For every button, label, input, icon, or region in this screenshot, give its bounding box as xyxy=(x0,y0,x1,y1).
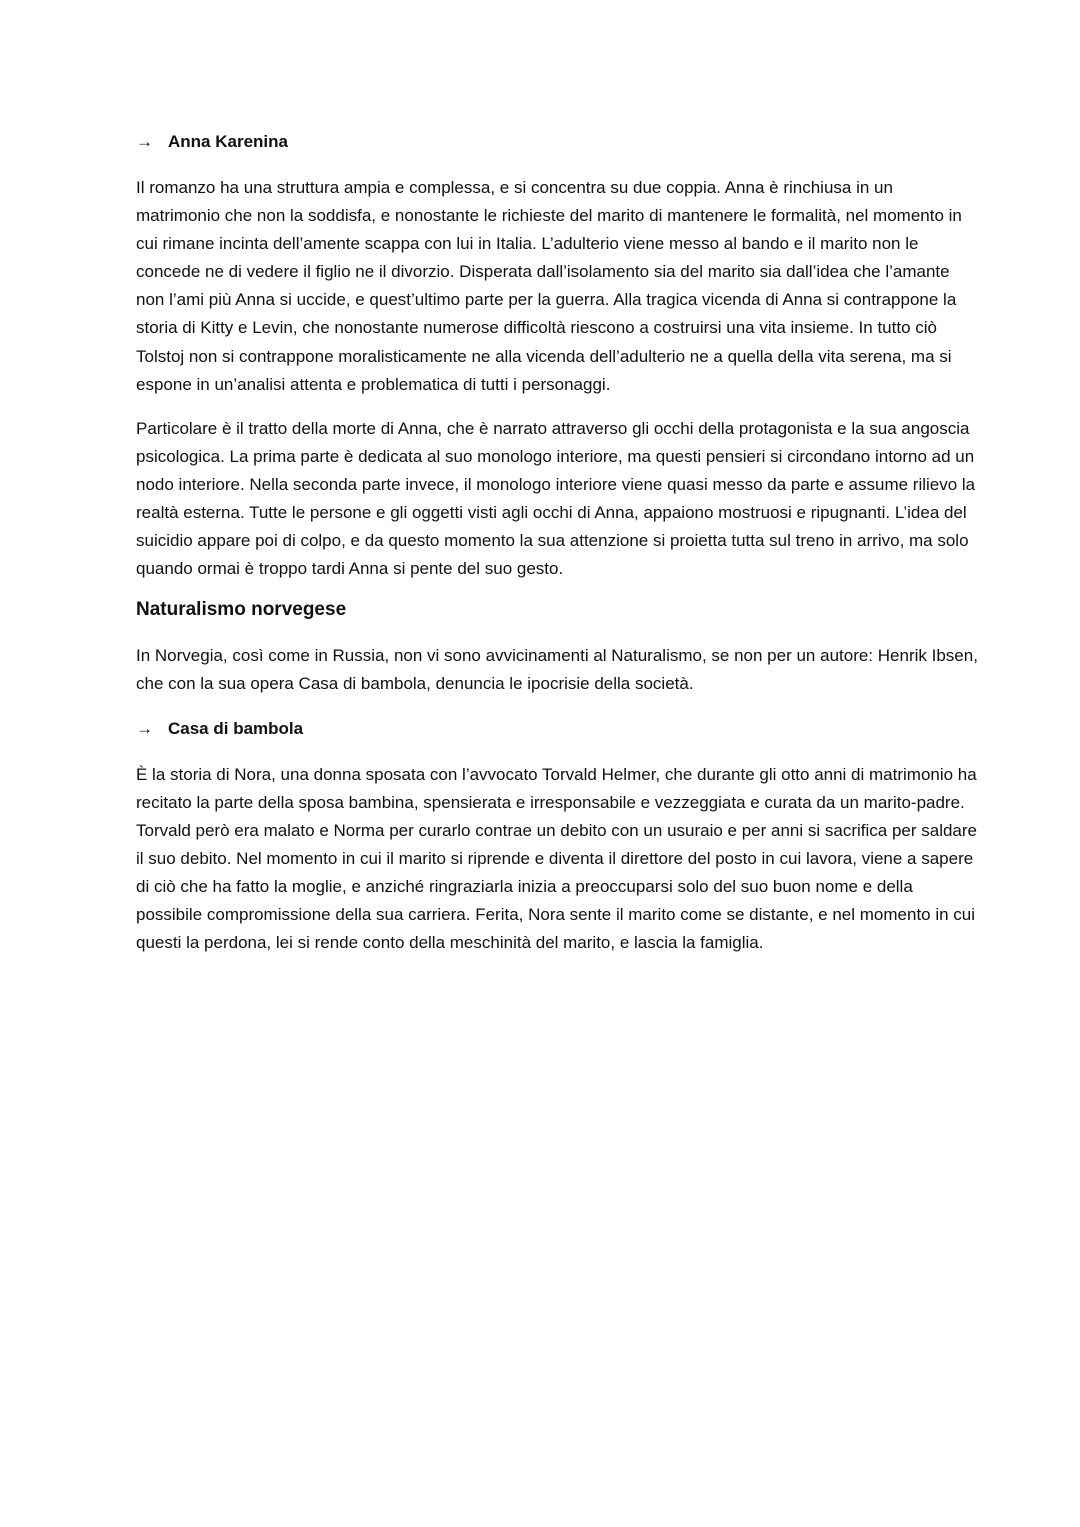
paragraph-anna-death: Particolare è il tratto della morte di Anna, che è narrato attraverso gli occhi della protagonista e la sua angoscia psicologica. La prima parte è dedicata al suo monologo interiore, ma questi pensieri si circondano intorno ad un nodo interiore. Nella seconda parte invece, il monologo interiore viene quasi messo da parte e assume rilievo la realtà esterna. Tutte le persone e gli oggetti visti agli occhi di Anna, appaiono mostruosi e ripugnanti. L’idea del suicidio appare poi di colpo, e da questo momento la sua attenzione si proietta tutta sul treno in arrivo, ma solo quando ormai è troppo tardi Anna si pente del suo gesto. xyxy=(136,418,976,579)
paragraph-casa-di-bambola: È la storia di Nora, una donna sposata con l’avvocato Torvald Helmer, che durante gli otto anni di matrimonio ha recitato la parte della sposa bambina, spensierata e irresponsabile e vezzeggiata e curata da un marito-padre. Torvald però era malato e Norma per curarlo contrae un debito con un usuraio e per anni si sacrifica per saldare il suo debito. Nel momento in cui il marito si riprende e diventa il direttore del posto in cui lavora, viene a sapere di ciò che ha fatto la moglie, e anziché ringraziarla inizia a preoccuparsi solo del suo buon nome e della possibile compromissione della sua carriera. Ferita, Nora sente il marito come se distante, e nel momento in cui questi la perdona, lei si rende conto della meschinità del marito, e lascia la famiglia. xyxy=(136,764,978,953)
arrow-right-icon: → xyxy=(136,718,153,738)
subheading-casa-di-bambola xyxy=(136,715,981,743)
subheading-anna-karenina xyxy=(136,128,981,156)
document-body xyxy=(136,128,981,957)
arrow-right-icon: → xyxy=(136,132,153,151)
subheading-anna-karenina-text: Anna Karenina xyxy=(168,132,288,151)
section-heading-naturalismo-norvegese: Naturalismo norvegese xyxy=(136,599,347,621)
paragraph-anna-summary: Il romanzo ha una struttura ampia e complessa, e si concentra su due coppia. Anna è rinchiusa in un matrimonio che non la soddisfa, e nonostante le richieste del marito di mantenere le formalità, nel momento in cui rimane incinta dell’amente scappa con lui in Italia. L’adulterio viene messo al bando e il marito non le concede ne di vedere il figlio ne il divorzio. Disperata dall’isolamento sia del marito sia dall’idea che l’amante non l’ami più Anna si uccide, e quest’ultimo parte per la guerra. Alla tragica vicenda di Anna si contrappone la storia di Kitty e Levin, che nonostante numerose difficoltà riescono a costruirsi una vita insieme. In tutto ciò Tolstoj non si contrappone moralisticamente ne alla vicenda dell’adulterio ne a quella della vita serena, ma si espone in un’analisi attenta e problematica di tutti i personaggi. xyxy=(136,178,962,394)
paragraph-naturalismo-norvegese: In Norvegia, così come in Russia, non vi sono avvicinamenti al Naturalismo, se non per un autore: Henrik Ibsen, che con la sua opera Casa di bambola, denuncia le ipocrisie della società. xyxy=(136,646,978,694)
subheading-casa-di-bambola-text: Casa di bambola xyxy=(168,718,304,738)
